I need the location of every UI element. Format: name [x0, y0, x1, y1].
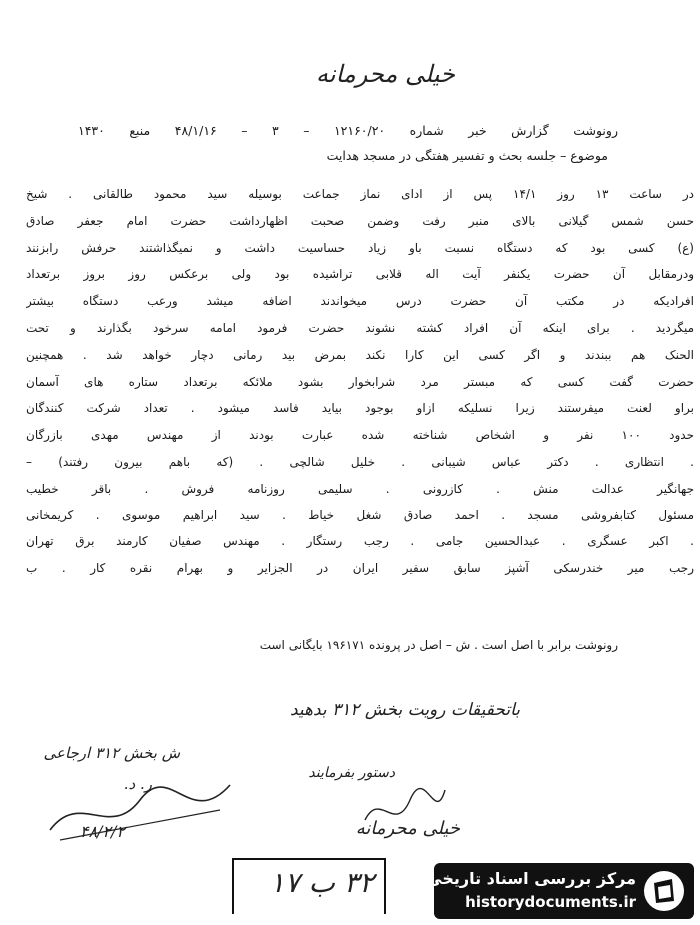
signature-scribble — [40, 770, 240, 850]
archive-number: ۳۲ ب ۱۷ — [269, 866, 374, 899]
report-line-13: مسئول کتابفروشی مسجد . احمد صادق شغل خیاط . سید ابراهیم موسوی . کریمخانی — [26, 508, 694, 522]
report-line-1: در ساعت ۱۳ روز ۱۴/۱ پس از ادای نماز جماعت بوسیله سید محمود طالقانی . شیخ — [26, 187, 694, 201]
report-line-3: (ع) کسی بود که دستگاه نسبت باو زیاد حساسیت داشت و نمیگذاشتند حرفش رابزنند — [26, 241, 694, 255]
report-line-10: حدود ۱۰۰ نفر و اشخاص شناخته شده عبارت بودند از مهندس مهدی بازرگان — [26, 428, 694, 442]
report-line-7: الحنک هم ببندند و اگر کسی این کارا نکند بمرض بید رمانی دچار خواهد شد . همچنین — [26, 348, 694, 362]
signature-scribble-center — [360, 780, 450, 840]
report-line-12: جهانگیر عدالت منش . کازرونی . سلیمی روزنامه فروش . باقر خطیب — [26, 482, 694, 496]
report-line-9: براو لعنت میفرستند زیرا نسلیکه ازاو بوجود بیاید فاسد میشود . تعداد شرکت کنندگان — [26, 401, 694, 415]
archive-number-box — [232, 858, 386, 914]
report-line-2: حسن شمس گیلانی بالای منبر رفت وضمن صحبت اظهارداشت حضرت امام جعفر صادق — [26, 214, 694, 228]
report-line-8: حضرت گفت کسی که مبستر مرد شرابخوار بشود ملائکه برتعداد ستاره های آسمان — [26, 375, 694, 389]
subject-line: موضوع – جلسه بحث و تفسیر هفتگی در مسجد هدایت — [326, 148, 608, 163]
handwritten-note-section: ش بخش ۳۱۲ ارجاعی — [43, 744, 180, 762]
history-documents-brand — [426, 863, 694, 919]
brand-site: historydocuments.ir — [465, 893, 636, 911]
report-line-15: رجب میر خندرسکی آشپز سابق سفیر ایران در الجزایر و بهرام نقره کار . ب — [26, 561, 694, 575]
report-line-4: ودرمقابل آن حضرت یکنفر آیت اله قلابی تراشیده بود ولی برعکس روز بروز برتعداد — [26, 267, 694, 281]
report-line-11: . انتظاری . دکتر عباس شیبانی . خلیل شالچی . (که باهم بیرون رفتند) – — [26, 455, 694, 469]
brand-name: مرکز بررسی اسناد تاریخی — [426, 869, 636, 888]
report-line: رونوشت گزارش خبر شماره ۱۲۱۶۰/۲۰ – ۳ – ۴۸/۱/۱۶ منبع ۱۴۳۰ — [78, 123, 618, 138]
report-line-5: افرادیکه در مکتب آن حضرت درس میخواندند اضافه میشد ورعب دستگاه بیشتر — [26, 294, 694, 308]
handwritten-note-referral: باتحقیقات رویت بخش ۳۱۲ بدهید — [289, 700, 520, 720]
handwritten-date: ۴۸/۲/۲ — [79, 822, 125, 841]
brand-logo-icon — [642, 869, 686, 913]
report-line-6: میگردید . برای اینکه آن افراد کشته نشوند حضرت فرمود امامه سرخود بگذارند و تحت — [26, 321, 694, 335]
handwritten-initials: ر. د. — [123, 775, 152, 793]
bottom-classification-stamp: خیلی محرمانه — [355, 818, 460, 839]
classification-stamp: خیلی محرمانه — [316, 60, 455, 88]
handwritten-center-note: دستور بفرمایند — [308, 765, 395, 781]
copy-note: رونوشت برابر با اصل است . ش – اصل در پرونده ۱۹۶۱۷۱ بایگانی است — [259, 638, 618, 652]
report-line-14: . اکبر عسگری . عبدالحسین جامی . رجب رستگار . مهندس صفیان کارمند برق تهران — [26, 534, 694, 548]
